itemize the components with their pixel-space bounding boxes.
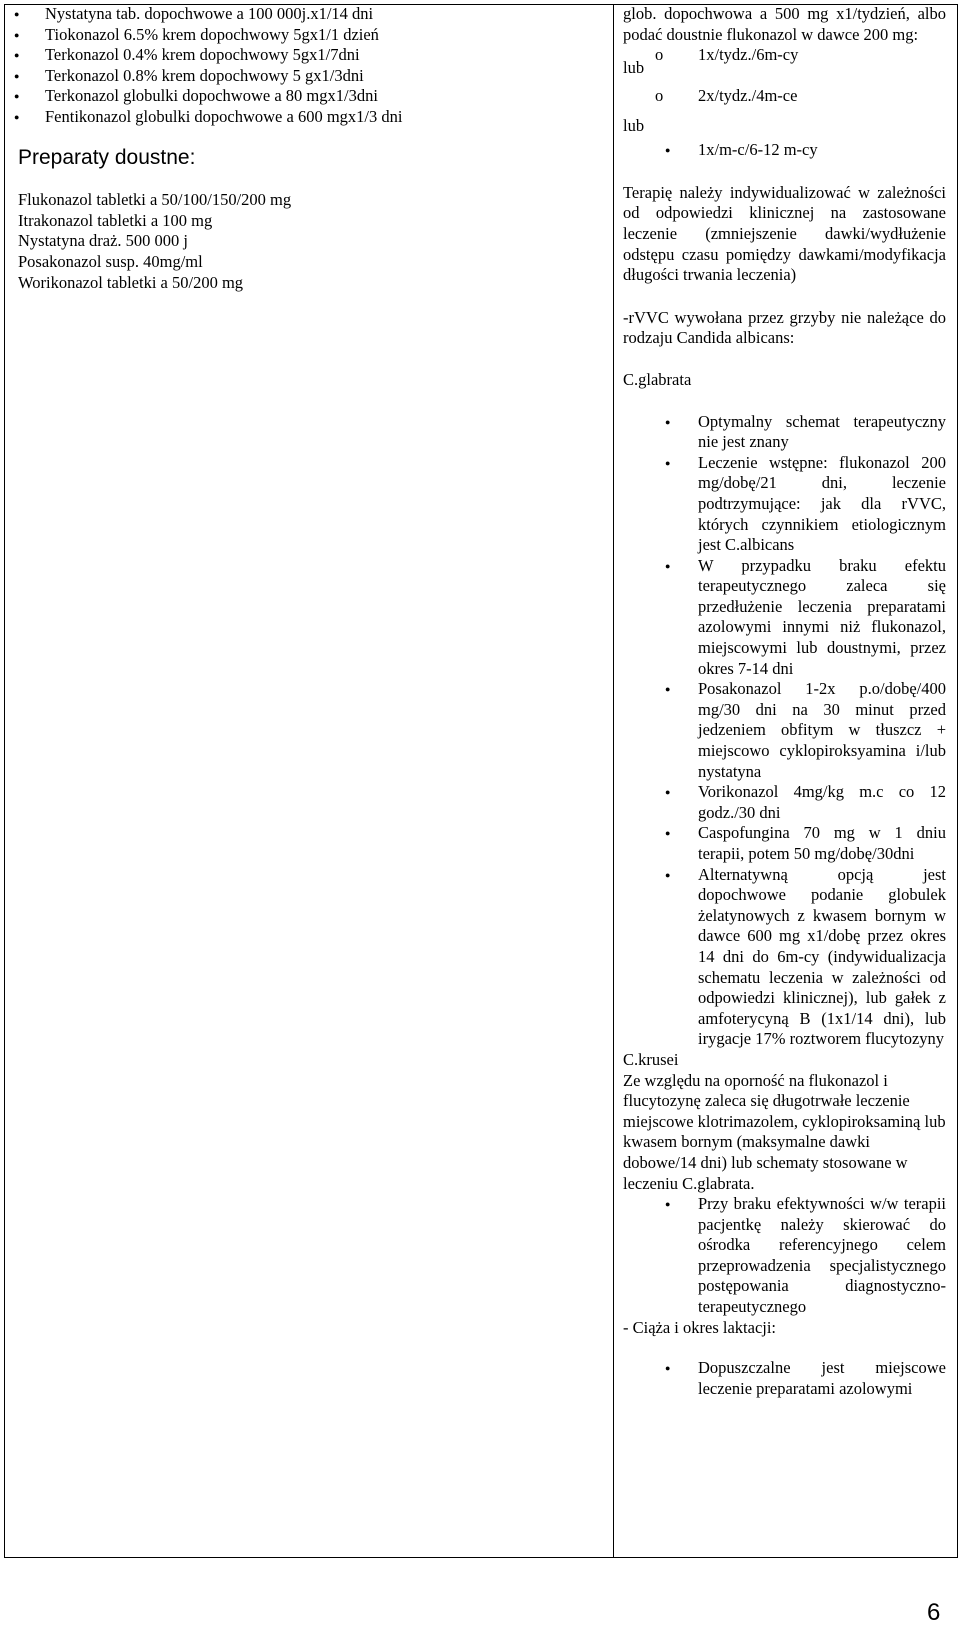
therapy-note: Terapię należy indywidualizować w zależności od odpowiedzi klinicznej na zastosowane leczenie (zmniejszenie dawki/wydłużenie odstępu czasu pomiędzy dawkami/modyfikacja długości trwania leczenia) [623,182,946,285]
list-item: ● Optymalny schemat terapeutyczny nie jest znany [623,412,946,453]
or-row [623,118,946,140]
list-item: ● Terkonazol 0.4% krem dopochwowy 5gx1/7dni [8,45,608,66]
list-item: ● Przy braku efektywności w/w terapii pacjentkę należy skierować do ośrodka referencyjnego celem przeprowadzenia specjalistycznego postępowania diagnostyczno-terapeutycznego [623,1194,946,1318]
list-item: Posakonazol susp. 40mg/ml [18,251,203,271]
left-column [8,4,608,293]
oral-preparations-heading: Preparaty doustne: [18,145,196,169]
option-list [623,140,946,161]
list-item: ● W przypadku braku efektu terapeutycznego zaleca się przedłużenie leczenia preparatami azolowymi innymi niż flukonazol, miejscowymi lub doustnymi, przez okres 7-14 dni [623,556,946,680]
option-bullet: o [655,45,664,65]
intro-paragraph: glob. dopochwowa a 500 mg x1/tydzień, albo podać doustnie flukonazol w dawce 200 mg: [623,4,946,44]
list-item: ● Leczenie wstępne: flukonazol 200 mg/dobę/21 dni, leczenie podtrzymujące: jak dla rVVC, których czynnikiem etiologicznym jest C.albicans [623,453,946,556]
glabrata-list [623,412,946,1050]
topical-preparations-list [8,4,608,128]
option-row [623,80,946,118]
list-item: ● Fentikonazol globulki dopochwowe a 600 mgx1/3 dni [8,107,608,128]
option-text: 2x/tydz./4m-ce [698,86,798,106]
or-label: lub [623,58,645,78]
option-bullet: o [655,86,664,106]
or-row [623,58,946,80]
or-label: lub [623,116,645,136]
option-text: ● 1x/m-c/6-12 m-cy [623,140,946,161]
option-row [623,45,946,68]
oral-preparations-list [18,190,608,293]
list-item: ● Dopuszczalne jest miejscowe leczenie preparatami azolowymi [623,1358,946,1399]
list-item: Itrakonazol tabletki a 100 mg [18,210,213,230]
krusei-paragraph: Ze względu na oporność na flukonazol i flucytozynę zaleca się długotrwałe leczenie miejscowe klotrimazolem, cyklopiroksaminą lub kwasem bornym (maksymalne dawki dobowe/14 dni) lub schematy stosowane w leczeniu C.glabrata. [623,1070,946,1193]
list-item: ● Caspofungina 70 mg w 1 dniu terapii, potem 50 mg/dobę/30dni [623,823,946,864]
glabrata-heading: C.glabrata [623,369,692,389]
list-item: ● Terkonazol 0.8% krem dopochwowy 5 gx1/3dni [8,66,608,87]
list-item: ● Tiokonazol 6.5% krem dopochwowy 5gx1/1 dzień [8,25,608,46]
list-item: Flukonazol tabletki a 50/100/150/200 mg [18,190,292,210]
rvvc-heading: -rVVC wywołana przez grzyby nie należące do rodzaju Candida albicans: [623,307,946,348]
list-item: ● Alternatywną opcją jest dopochwowe podanie globulek żelatynowych z kwasem bornym w dawce 600 mg x1/dobę przez okres 14 dni do 6m-cy (indywidualizacja schematu leczenia w zależności od odpowiedzi klinicznej), lub gałek z amfoterycyną B (1x1/14 dni), lub irygacje 17% roztworem flucytozyny [623,865,946,1050]
list-item: ● Nystatyna tab. dopochwowe a 100 000j.x1/14 dni [8,4,608,25]
right-column [623,4,946,1399]
list-item: Nystatyna draż. 500 000 j [18,231,189,251]
option-text: 1x/tydz./6m-cy [698,45,799,65]
page-number: 6 [927,1599,941,1626]
list-item: Worikonazol tabletki a 50/200 mg [18,272,244,292]
list-item: ● Vorikonazol 4mg/kg m.c co 12 godz./30 dni [623,782,946,823]
list-item: ● Terkonazol globulki dopochwowe a 80 mgx1/3dni [8,86,608,107]
list-item: ● Posakonazol 1-2x p.o/dobę/400 mg/30 dni na 30 minut przed jedzeniem obfitym w tłuszcz + miejscowo cyklopiroksyamina i/lub nystatyna [623,679,946,782]
krusei-list [623,1194,946,1318]
krusei-heading: C.krusei [623,1049,679,1069]
pregnancy-heading: - Ciąża i okres laktacji: [623,1317,777,1337]
pregnancy-list [623,1358,946,1399]
column-divider [613,4,614,1558]
